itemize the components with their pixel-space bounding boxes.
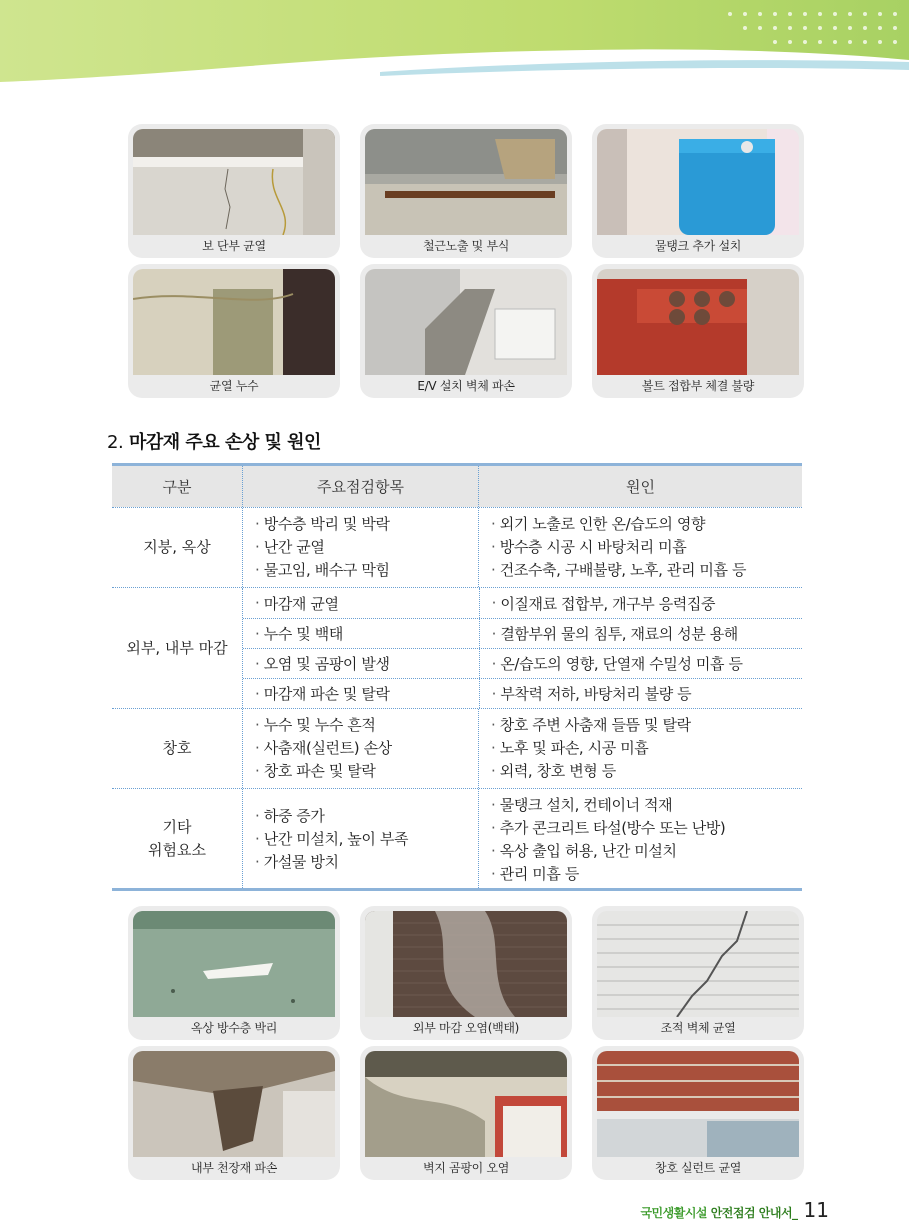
photo-bolt-joint (597, 269, 799, 375)
cause-text: · 온/습도의 영향, 단열재 수밀성 미흡 등 (479, 649, 802, 678)
row-items (242, 789, 478, 888)
section-title (107, 428, 321, 454)
guide-title-part2: 안전점검 안내서_ (710, 1206, 798, 1220)
photo-card (128, 906, 340, 1040)
cause-text: · 노후 및 파손, 시공 미흡 (491, 737, 802, 760)
item-text: · 마감재 파손 및 탈락 (243, 679, 479, 708)
row-items (242, 508, 478, 587)
photo-caption: 균열 누수 (209, 379, 259, 393)
guide-title-part1: 국민생활시설 (640, 1206, 708, 1220)
page-number: 11 (803, 1198, 829, 1222)
cause-text: · 추가 콘크리트 타설(방수 또는 난방) (491, 817, 802, 840)
cause-text: · 결함부위 물의 침투, 재료의 성분 용해 (479, 619, 802, 648)
damage-cause-table (112, 463, 802, 891)
cause-text: · 외기 노출로 인한 온/습도의 영향 (491, 513, 802, 536)
category-line: 위험요소 (148, 840, 206, 859)
photo-card (360, 1046, 572, 1180)
table-row (112, 587, 802, 708)
photo-beam-crack (133, 129, 335, 235)
photo-rebar-corrosion (365, 129, 567, 235)
photo-ceiling-damage (133, 1051, 335, 1157)
row-causes (478, 789, 802, 888)
photo-card (592, 264, 804, 398)
cause-text: · 외력, 창호 변형 등 (491, 760, 802, 783)
photo-caption: 보 단부 균열 (202, 239, 266, 253)
row-category: 지붕, 옥상 (143, 538, 211, 556)
photo-caption: 철근노출 및 부식 (422, 239, 510, 253)
photo-caption: 옥상 방수층 박리 (190, 1021, 278, 1035)
photo-water-tank (597, 129, 799, 235)
cause-text: · 방수층 시공 시 바탕처리 미흡 (491, 536, 802, 559)
sub-row (243, 588, 802, 618)
photo-wallpaper-mold (365, 1051, 567, 1157)
photo-card (592, 1046, 804, 1180)
cause-text: · 건조수축, 구배불량, 노후, 관리 미흡 등 (491, 559, 802, 582)
item-text: · 난간 균열 (255, 536, 478, 559)
header-category: 구분 (162, 478, 192, 496)
header-decoration (0, 0, 909, 82)
item-text: · 오염 및 곰팡이 발생 (243, 649, 479, 678)
photo-card (592, 906, 804, 1040)
cause-text: · 관리 미흡 등 (491, 863, 802, 886)
header-items: 주요점검항목 (242, 466, 478, 507)
photo-caption: 조적 벽체 균열 (660, 1021, 736, 1035)
sub-row (243, 618, 802, 648)
photo-card (360, 264, 572, 398)
item-text: · 사춤재(실런트) 손상 (255, 737, 478, 760)
photo-card (128, 124, 340, 258)
row-category: 창호 (162, 739, 192, 757)
photo-card (592, 124, 804, 258)
category-line: 기타 (162, 817, 192, 836)
item-text: · 창호 파손 및 탈락 (255, 760, 478, 783)
cause-text: · 이질재료 접합부, 개구부 응력집중 (479, 588, 802, 618)
section-title-text: 마감재 주요 손상 및 원인 (128, 432, 321, 453)
photo-caption: 내부 천장재 파손 (190, 1161, 278, 1175)
row-items (242, 709, 478, 788)
item-text: · 방수층 박리 및 박락 (255, 513, 478, 536)
item-text: · 마감재 균열 (243, 588, 479, 618)
row-causes (478, 709, 802, 788)
photo-ev-wall-damage (365, 269, 567, 375)
row-category (112, 789, 242, 888)
guide-title (640, 1204, 797, 1221)
row-category: 외부, 내부 마감 (126, 638, 228, 657)
item-text: · 난간 미설치, 높이 부족 (255, 828, 478, 851)
cause-text: · 창호 주변 사춤재 들뜸 및 탈락 (491, 714, 802, 737)
photo-caption: 볼트 접합부 체결 불량 (641, 379, 755, 393)
photo-card (128, 1046, 340, 1180)
sub-row (243, 648, 802, 678)
table-row (112, 788, 802, 888)
item-text: · 하중 증가 (255, 805, 478, 828)
item-text: · 가설물 방치 (255, 851, 478, 874)
row-causes (478, 508, 802, 587)
table-header (112, 466, 802, 507)
photo-caption: 창호 실런트 균열 (654, 1161, 742, 1175)
photo-roof-waterproof-peel (133, 911, 335, 1017)
photo-crack-leak (133, 269, 335, 375)
table-row (112, 507, 802, 587)
sub-row (243, 678, 802, 708)
photo-card (360, 906, 572, 1040)
item-text: · 물고임, 배수구 막힘 (255, 559, 478, 582)
row-subrows (242, 588, 802, 708)
header-causes: 원인 (478, 466, 802, 507)
table-bottom-border (112, 888, 802, 891)
page-footer (640, 1198, 829, 1222)
photo-card (360, 124, 572, 258)
photo-efflorescence (365, 911, 567, 1017)
photo-caption: E/V 설치 벽체 파손 (417, 379, 515, 393)
table-row (112, 708, 802, 788)
photo-caption: 외부 마감 오염(백태) (412, 1021, 520, 1035)
photo-caption: 물탱크 추가 설치 (654, 239, 742, 253)
cause-text: · 물탱크 설치, 컨테이너 적재 (491, 794, 802, 817)
photo-masonry-crack (597, 911, 799, 1017)
item-text: · 누수 및 누수 흔적 (255, 714, 478, 737)
photo-caption: 벽지 곰팡이 오염 (422, 1161, 510, 1175)
cause-text: · 옥상 출입 허용, 난간 미설치 (491, 840, 802, 863)
cause-text: · 부착력 저하, 바탕처리 불량 등 (479, 679, 802, 708)
section-number: 2. (107, 432, 124, 453)
photo-card (128, 264, 340, 398)
item-text: · 누수 및 백태 (243, 619, 479, 648)
photo-sealant-crack (597, 1051, 799, 1157)
